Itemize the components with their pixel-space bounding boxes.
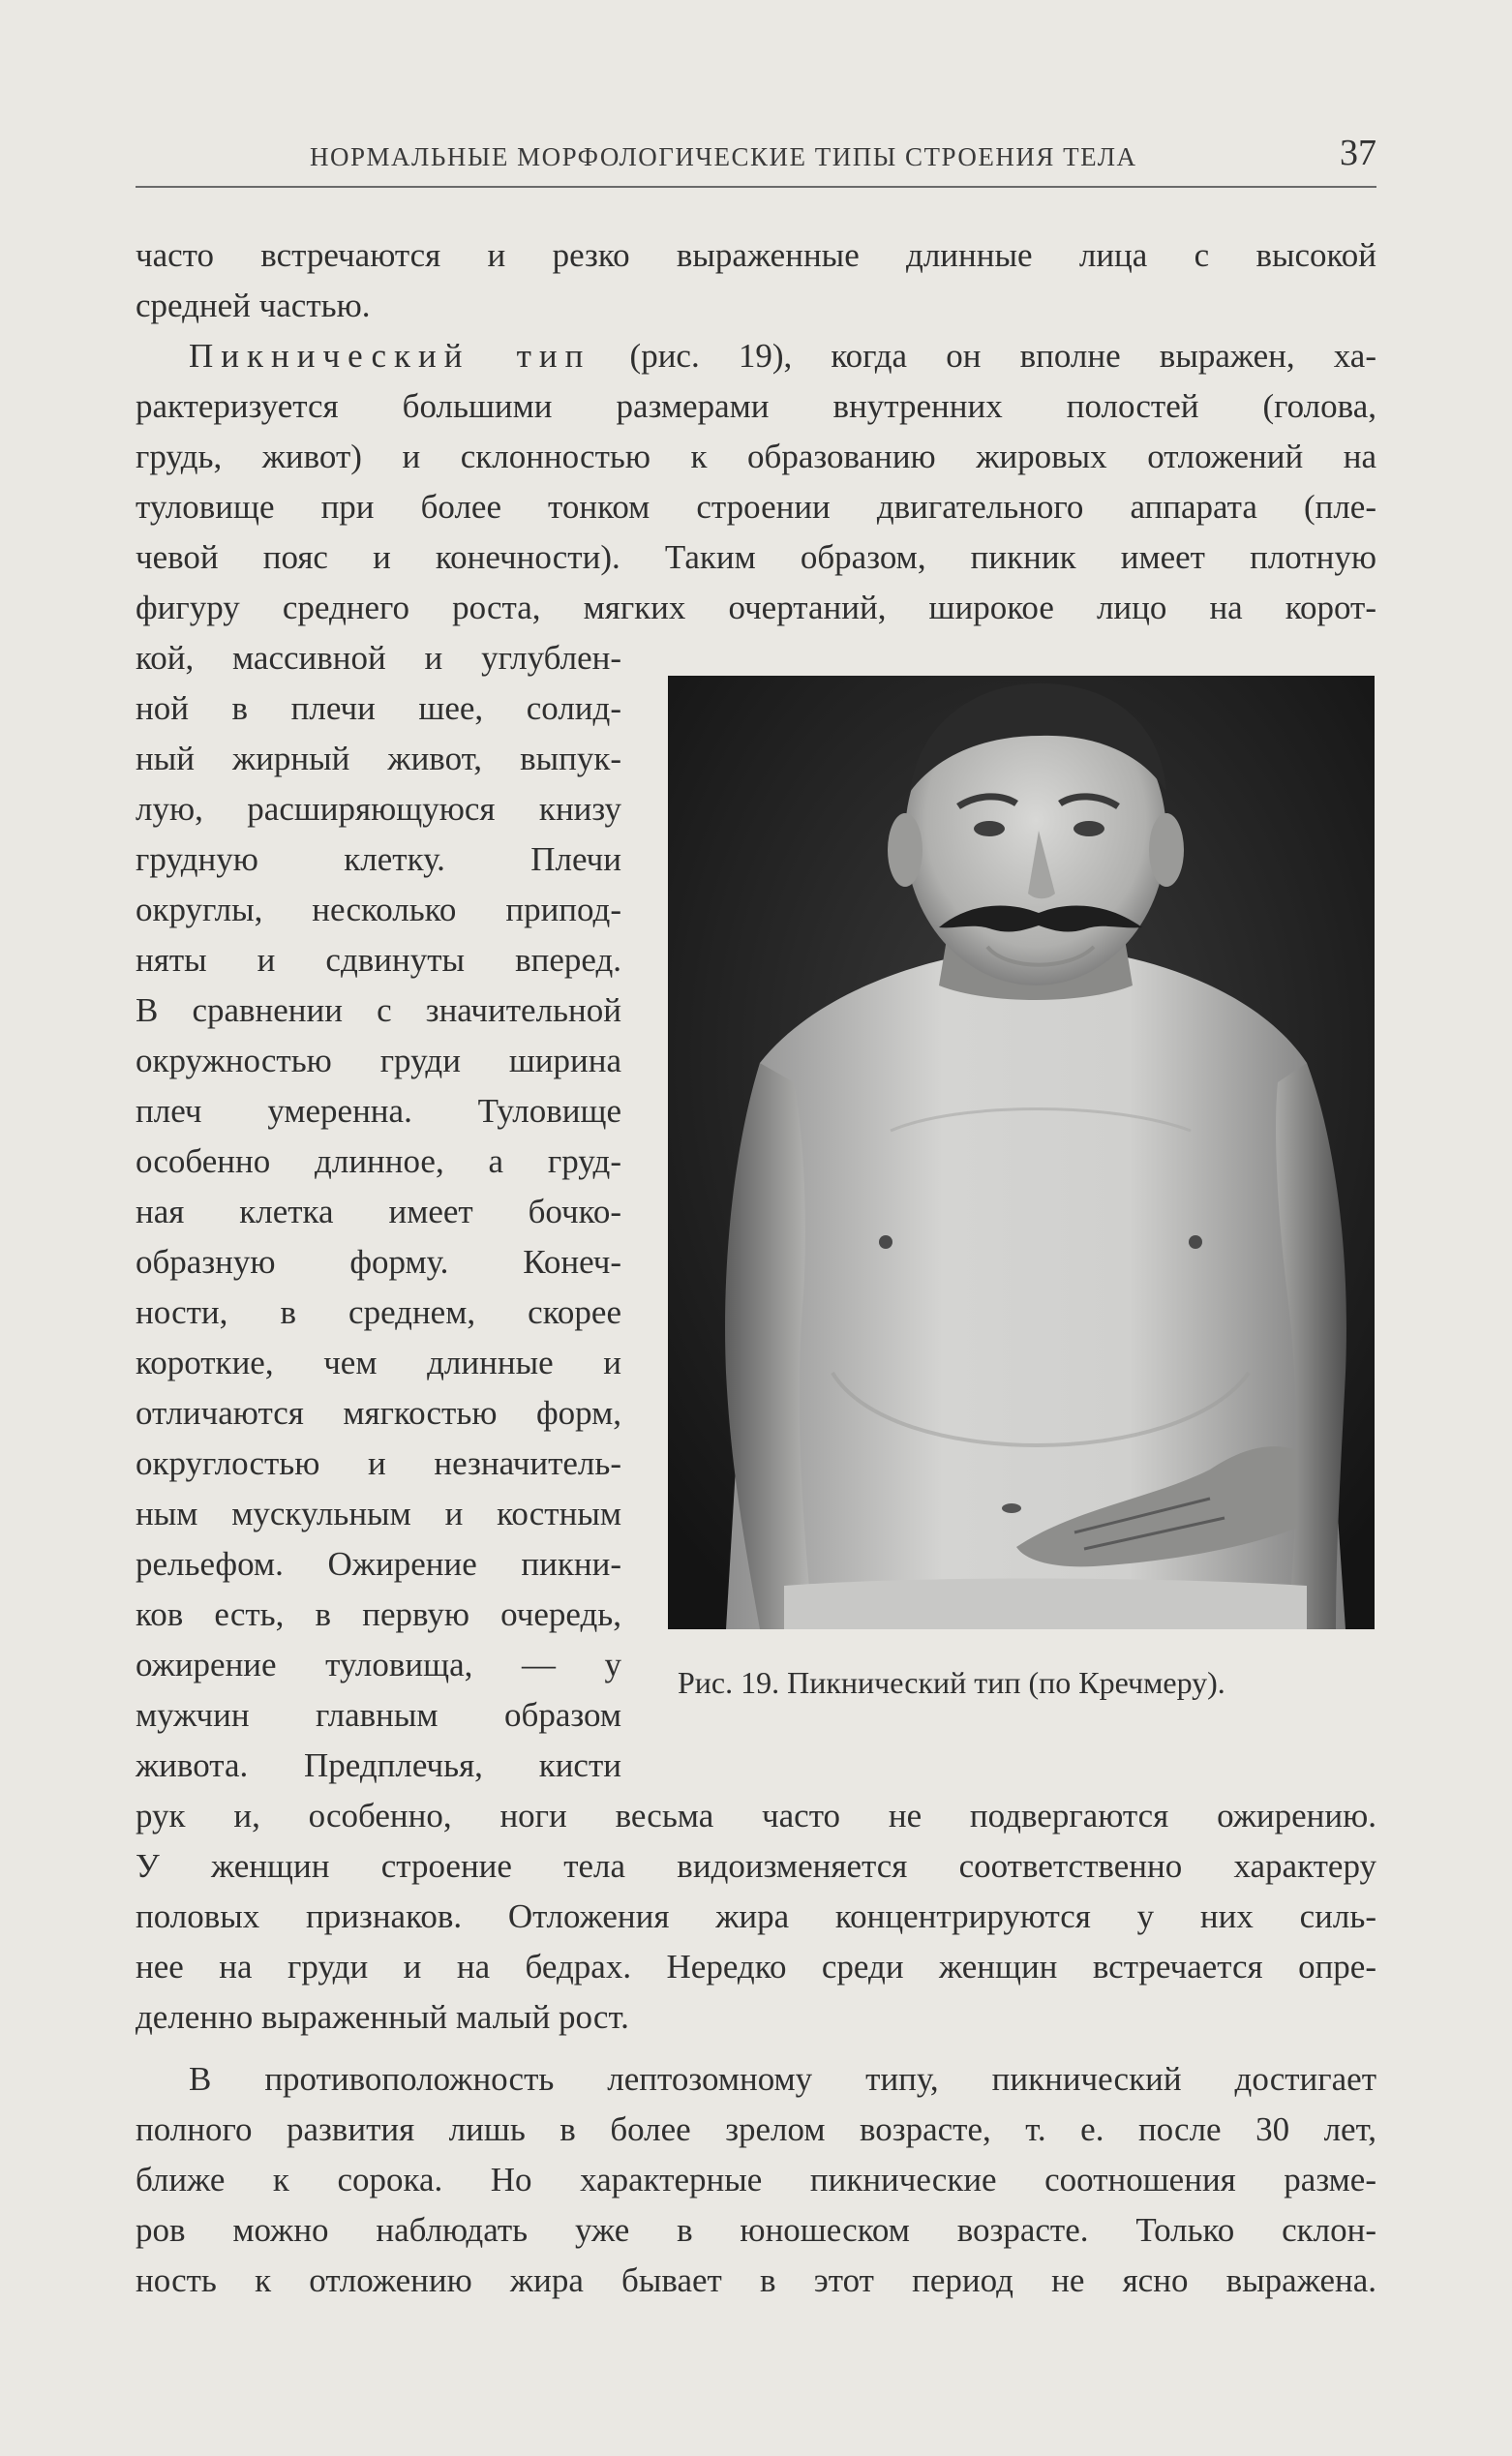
text-line: средней частью.: [136, 287, 371, 324]
text-line: образную форму. Конеч-: [136, 1243, 621, 1281]
page-number: 37: [1340, 133, 1376, 173]
text-line: окружностью груди ширина: [136, 1042, 621, 1079]
text-line: короткие, чем длинные и: [136, 1344, 621, 1381]
text-line: округлостью и незначитель-: [136, 1444, 621, 1482]
text-line: особенно длинное, а груд-: [136, 1142, 621, 1180]
text-line: ков есть, в первую очередь,: [136, 1595, 621, 1633]
text-line: ности, в среднем, скорее: [136, 1293, 621, 1331]
text-line: деленно выраженный малый рост.: [136, 1998, 629, 2036]
text-line: чевой пояс и конечности). Таким образом, пикник имеет плотную: [136, 538, 1376, 576]
text-line: грудную клетку. Плечи: [136, 840, 621, 878]
running-head: [136, 133, 1376, 188]
text-line: ной в плечи шее, солид-: [136, 689, 621, 727]
text-line: ным мускульным и костным: [136, 1495, 621, 1532]
text-line: фигуру среднего роста, мягких очертаний, широкое лицо на корот-: [136, 589, 1376, 626]
figure-caption: Рис. 19. Пикнический тип (по Кречмеру).: [678, 1665, 1225, 1700]
text-line: полного развития лишь в более зрелом возрасте, т. е. после 30 лет,: [136, 2110, 1376, 2148]
text-fragment: (рис. 19), когда он вполне выражен, ха-: [590, 337, 1376, 375]
text-line: ров можно наблюдать уже в юношеском возрасте. Только склон-: [136, 2211, 1376, 2249]
photo-illustration: [668, 676, 1375, 1629]
text-line: рук и, особенно, ноги весьма часто не подвергаются ожирению.: [136, 1797, 1376, 1834]
text-line: ный жирный живот, выпук-: [136, 740, 621, 777]
figure-photo-pyknic-type: [668, 676, 1375, 1629]
text-line: В противоположность лептозомному типу, пикнический достигает: [189, 2060, 1376, 2098]
text-line: ближе к сорока. Но характерные пикнические соотношения разме-: [136, 2161, 1376, 2198]
text-line: ная клетка имеет бочко-: [136, 1193, 621, 1230]
text-line: мужчин главным образом: [136, 1696, 621, 1734]
text-line: У женщин строение тела видоизменяется соответственно характеру: [136, 1847, 1376, 1885]
text-line: В сравнении с значительной: [136, 991, 621, 1029]
text-line: округлы, несколько припод-: [136, 891, 621, 928]
text-line: няты и сдвинуты вперед.: [136, 941, 621, 979]
text-line: часто встречаются и резко выраженные длинные лица с высокой: [136, 236, 1376, 274]
text-line: рактеризуется большими размерами внутренних полостей (голова,: [136, 387, 1376, 425]
text-line: кой, массивной и углублен-: [136, 639, 621, 677]
text-line: нее на груди и на бедрах. Нередко среди женщин встречается опре-: [136, 1948, 1376, 1986]
term-pyknic-type: Пикнический тип: [189, 337, 591, 375]
text-line: плеч умеренна. Туловище: [136, 1092, 621, 1130]
text-line: половых признаков. Отложения жира концентрируются у них силь-: [136, 1897, 1376, 1935]
text-line: живота. Предплечья, кисти: [136, 1746, 621, 1784]
text-line: грудь, живот) и склонностью к образованию жировых отложений на: [136, 438, 1376, 475]
text-line-with-term: [189, 331, 1376, 381]
text-line: ность к отложению жира бывает в этот период не ясно выражена.: [136, 2261, 1376, 2299]
text-line: туловище при более тонком строении двигательного аппарата (пле-: [136, 488, 1376, 526]
running-head-title: НОРМАЛЬНЫЕ МОРФОЛОГИЧЕСКИЕ ТИПЫ СТРОЕНИЯ ТЕЛА: [310, 142, 1137, 171]
text-line: лую, расширяющуюся книзу: [136, 790, 621, 828]
text-line: рельефом. Ожирение пикни-: [136, 1545, 621, 1583]
text-line: отличаются мягкостью форм,: [136, 1394, 621, 1432]
text-line: ожирение туловища, — у: [136, 1646, 621, 1683]
